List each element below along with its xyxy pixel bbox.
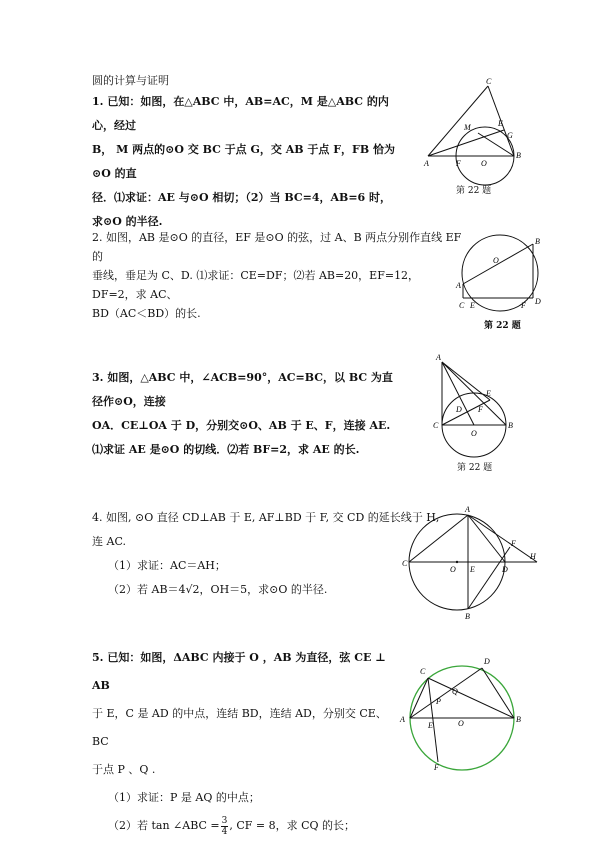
p3-label-o: O <box>471 429 477 438</box>
page-title: 圆的计算与证明 <box>92 74 169 87</box>
problem-2-figure <box>455 228 555 322</box>
p5-label-a: A <box>400 715 405 724</box>
problem-5-figure <box>400 652 530 776</box>
problem-2-line-3: BD（AC＜BD）的长. <box>92 307 201 320</box>
p4-label-o: O <box>450 565 456 574</box>
p5-label-f: F <box>434 763 439 772</box>
problem-4-line-3 <box>92 578 442 602</box>
p4-label-h: H <box>530 552 536 561</box>
problem-3-line-1: 3. 如图，△ABC 中，∠ACB=90°，AC=BC，以 BC 为直径作⊙O，连接 <box>92 371 393 408</box>
p1-label-e: E <box>498 119 503 128</box>
p1-label-o: O <box>481 159 487 168</box>
problem-5-line-1: 5. 已知：如图，ΔABC 内接于 O ，AB 为直径，弦 CE ⊥ AB <box>92 651 386 692</box>
p3-label-f: F <box>478 405 483 414</box>
problem-1-line-3: 径．⑴求证：AE 与⊙O 相切；（2）当 BC=4，AB=6 时，求⊙O 的半径. <box>92 191 392 228</box>
p5-label-d: D <box>484 657 490 666</box>
p1-label-b: B <box>516 151 521 160</box>
p5-label-b: B <box>516 715 521 724</box>
problem-4-text <box>92 506 442 602</box>
p4-label-f: F <box>511 539 516 548</box>
problem-3-caption: 第 22 题 <box>457 463 493 473</box>
problem-5-line-3: 于点 P 、Q . <box>92 763 156 776</box>
problem-3-text <box>92 366 402 462</box>
problem-5-line-5-b: , CF = 8，求 CQ 的长； <box>229 819 356 832</box>
problem-2-text <box>92 228 462 323</box>
problem-4-radical: √2 <box>185 583 200 596</box>
problem-3-figure <box>430 350 520 464</box>
p3-label-d: D <box>456 405 462 414</box>
problem-2-diagram <box>455 228 555 318</box>
p5-label-c: C <box>420 667 426 676</box>
problem-3-diagram <box>430 350 520 460</box>
p2-label-f: F <box>521 301 526 310</box>
p3-label-a: A <box>436 353 441 362</box>
problem-1-diagram <box>418 78 528 170</box>
p1-label-g: G <box>507 131 513 140</box>
problem-2-line-2: 垂线，垂足为 C、D. ⑴求证：CE=DF；⑵若 AB=20，EF=12，DF=2，求 AC、 <box>92 269 420 301</box>
p5-label-p: P <box>436 697 441 706</box>
problem-5-line-2: 于 E，C 是 AD 的中点，连结 BD，连结 AD，分别交 CE、BC <box>92 707 387 748</box>
problem-5-text <box>92 644 392 840</box>
p1-label-f: F <box>456 159 461 168</box>
p2-label-o: O <box>493 256 499 265</box>
problem-5-line-5 <box>92 812 392 840</box>
p1-label-m: M <box>464 123 471 132</box>
problem-3-line-3: ⑴求证 AE 是⊙O 的切线．⑵若 BF=2，求 AE 的长. <box>92 443 360 456</box>
problem-5-line-5-a: （2）若 tan ∠ABC = <box>108 819 220 832</box>
tan-fraction-denominator: 4 <box>221 826 228 837</box>
problem-1-line-2: B， M 两点的⊙O 交 BC 于点 G，交 AB 于点 F，FB 恰为⊙O 的直 <box>92 143 395 180</box>
problem-1-text <box>92 90 402 234</box>
problem-2-line-1: 2. 如图，AB 是⊙O 的直径，EF 是⊙O 的弦，过 A、B 两点分别作直线 EF 的 <box>92 231 462 263</box>
p1-label-c: C <box>486 77 492 86</box>
p4-label-a: A <box>465 505 470 514</box>
p4-label-c: C <box>402 559 408 568</box>
problem-4-line-2: （1）求证：AC＝AH； <box>108 559 226 572</box>
p4-label-d: D <box>502 565 508 574</box>
tan-fraction <box>221 816 229 837</box>
p5-label-q: Q <box>452 687 458 696</box>
p5-label-e: E <box>428 721 433 730</box>
problem-4-diagram <box>402 502 542 622</box>
problem-5-diagram <box>400 652 530 772</box>
p4-label-e: E <box>470 565 475 574</box>
problem-2-caption: 第 22 题 <box>484 321 521 331</box>
problem-4-line-3-b: ，OH＝5，求⊙O 的半径. <box>199 583 328 596</box>
problem-4-line-1: 4. 如图, ⊙O 直径 CD⊥AB 于 E, AF⊥BD 于 F, 交 CD 的延长线于 H, 连 AC. <box>92 511 440 548</box>
p3-label-e: E <box>486 389 491 398</box>
p3-label-c: C <box>433 421 439 430</box>
p2-label-c: C <box>459 301 465 310</box>
p2-label-e: E <box>470 301 475 310</box>
problem-1-line-1: 1. 已知：如图，在△ABC 中，AB=AC，M 是△ABC 的内心，经过 <box>92 95 389 132</box>
problem-1-figure <box>418 78 528 174</box>
problem-3-line-2: OA．CE⊥OA 于 D，分别交⊙O、AB 于 E、F，连接 AE. <box>92 419 391 432</box>
p1-label-a: A <box>424 159 429 168</box>
problem-4-figure <box>402 502 542 626</box>
p2-label-b: B <box>535 237 540 246</box>
p2-label-a: A <box>456 281 461 290</box>
p4-label-b: B <box>465 612 470 621</box>
problem-1-caption: 第 22 题 <box>456 186 492 196</box>
p5-label-o: O <box>458 719 464 728</box>
p3-label-b: B <box>508 421 513 430</box>
problem-5-line-4: （1）求证：P 是 AQ 的中点； <box>108 791 260 804</box>
tan-fraction-numerator: 3 <box>221 815 228 826</box>
problem-4-line-3-a: （2）若 AB＝4 <box>108 583 186 596</box>
p2-label-d: D <box>535 297 541 306</box>
